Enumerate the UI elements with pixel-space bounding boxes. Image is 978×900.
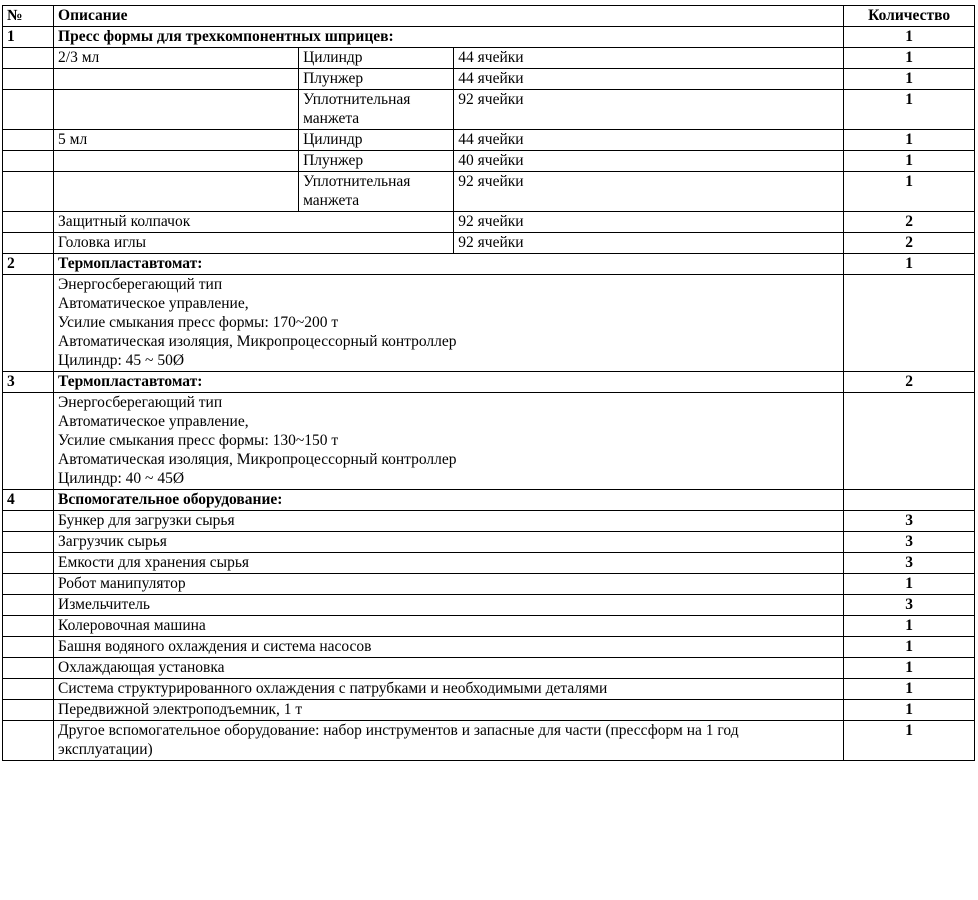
syringe-size xyxy=(54,90,299,130)
item-name: Охлаждающая установка xyxy=(54,658,844,679)
table-row xyxy=(3,151,975,172)
item-name: Загрузчик сырья xyxy=(54,532,844,553)
syringe-size xyxy=(54,151,299,172)
syringe-size: 5 мл xyxy=(54,130,299,151)
section-number: 4 xyxy=(3,490,54,511)
section-quantity: 1 xyxy=(844,254,975,275)
quantity-cell: 1 xyxy=(844,130,975,151)
quantity-cell: 3 xyxy=(844,553,975,574)
cavity-count: 92 ячейки xyxy=(454,172,844,212)
spec-line: Цилиндр: 40 ~ 45Ø xyxy=(58,470,185,487)
item-name: Передвижной электроподъемник, 1 т xyxy=(54,700,844,721)
spec-line: Энергосберегающий тип xyxy=(58,276,223,293)
section-row xyxy=(3,490,975,511)
quantity-cell: 2 xyxy=(844,233,975,254)
item-name: Колеровочная машина xyxy=(54,616,844,637)
table-row xyxy=(3,637,975,658)
spec-line: Автоматическое управление, xyxy=(58,295,249,312)
quantity-cell: 1 xyxy=(844,172,975,212)
quantity-cell: 1 xyxy=(844,679,975,700)
quantity-cell: 3 xyxy=(844,532,975,553)
table-row xyxy=(3,595,975,616)
quantity-cell: 1 xyxy=(844,574,975,595)
part-name: Уплотнительная манжета xyxy=(299,90,454,130)
cavity-count: 92 ячейки xyxy=(454,212,844,233)
item-name: Другое вспомогательное оборудование: набор инструментов и запасные для части (прессформ на 1 год эксплуатации) xyxy=(54,721,844,761)
section-title: Вспомогательное оборудование: xyxy=(54,490,844,511)
section-number: 3 xyxy=(3,372,54,393)
part-name: Головка иглы xyxy=(54,233,454,254)
quantity-cell: 1 xyxy=(844,69,975,90)
syringe-size xyxy=(54,69,299,90)
spec-line: Автоматическая изоляция, Микропроцессорный контроллер xyxy=(58,333,457,350)
item-name: Система структурированного охлаждения с патрубками и необходимыми деталями xyxy=(54,679,844,700)
cavity-count: 44 ячейки xyxy=(454,130,844,151)
quantity-cell: 2 xyxy=(844,212,975,233)
quantity-cell: 1 xyxy=(844,637,975,658)
spec-block xyxy=(54,393,844,490)
table-row xyxy=(3,658,975,679)
table-row xyxy=(3,553,975,574)
quantity-cell: 1 xyxy=(844,700,975,721)
table-row xyxy=(3,212,975,233)
header-quantity: Количество xyxy=(844,6,975,27)
part-name: Защитный колпачок xyxy=(54,212,454,233)
table-row xyxy=(3,90,975,130)
quantity-cell: 1 xyxy=(844,48,975,69)
table-row xyxy=(3,233,975,254)
section-quantity: 2 xyxy=(844,372,975,393)
header-no: № xyxy=(3,6,54,27)
table-row xyxy=(3,721,975,761)
table-row xyxy=(3,679,975,700)
section-row xyxy=(3,254,975,275)
section-title: Термопластавтомат: xyxy=(54,254,844,275)
item-name: Бункер для загрузки сырья xyxy=(54,511,844,532)
spec-line: Автоматическая изоляция, Микропроцессорный контроллер xyxy=(58,451,457,468)
part-name: Уплотнительная манжета xyxy=(299,172,454,212)
table-row xyxy=(3,574,975,595)
section-row xyxy=(3,27,975,48)
quantity-cell: 1 xyxy=(844,151,975,172)
quantity-cell: 1 xyxy=(844,721,975,761)
table-row xyxy=(3,130,975,151)
quantity-cell: 1 xyxy=(844,90,975,130)
item-name: Измельчитель xyxy=(54,595,844,616)
syringe-size: 2/3 мл xyxy=(54,48,299,69)
spec-line: Усилие смыкания пресс формы: 170~200 т xyxy=(58,314,339,331)
cavity-count: 92 ячейки xyxy=(454,233,844,254)
quantity-cell: 1 xyxy=(844,658,975,679)
quantity-cell: 3 xyxy=(844,511,975,532)
spec-row xyxy=(3,393,975,490)
spec-line: Цилиндр: 45 ~ 50Ø xyxy=(58,352,185,369)
part-name: Плунжер xyxy=(299,151,454,172)
part-name: Цилиндр xyxy=(299,130,454,151)
part-name: Плунжер xyxy=(299,69,454,90)
header-description: Описание xyxy=(54,6,844,27)
table-row xyxy=(3,172,975,212)
equipment-table xyxy=(2,5,975,761)
spec-row xyxy=(3,275,975,372)
section-number: 1 xyxy=(3,27,54,48)
item-name: Башня водяного охлаждения и система насосов xyxy=(54,637,844,658)
cavity-count: 40 ячейки xyxy=(454,151,844,172)
table-row xyxy=(3,511,975,532)
section-number: 2 xyxy=(3,254,54,275)
table-row xyxy=(3,532,975,553)
cavity-count: 44 ячейки xyxy=(454,69,844,90)
table-row xyxy=(3,616,975,637)
spec-line: Усилие смыкания пресс формы: 130~150 т xyxy=(58,432,339,449)
table-row xyxy=(3,700,975,721)
table-row xyxy=(3,69,975,90)
section-title: Пресс формы для трехкомпонентных шприцев: xyxy=(54,27,844,48)
quantity-cell: 3 xyxy=(844,595,975,616)
cavity-count: 44 ячейки xyxy=(454,48,844,69)
section-title: Термопластавтомат: xyxy=(54,372,844,393)
table-row xyxy=(3,48,975,69)
quantity-cell: 1 xyxy=(844,616,975,637)
item-name: Емкости для хранения сырья xyxy=(54,553,844,574)
spec-line: Автоматическое управление, xyxy=(58,413,249,430)
part-name: Цилиндр xyxy=(299,48,454,69)
section-row xyxy=(3,372,975,393)
spec-block xyxy=(54,275,844,372)
header-row xyxy=(3,6,975,27)
cavity-count: 92 ячейки xyxy=(454,90,844,130)
section-quantity: 1 xyxy=(844,27,975,48)
syringe-size xyxy=(54,172,299,212)
item-name: Робот манипулятор xyxy=(54,574,844,595)
spec-line: Энергосберегающий тип xyxy=(58,394,223,411)
